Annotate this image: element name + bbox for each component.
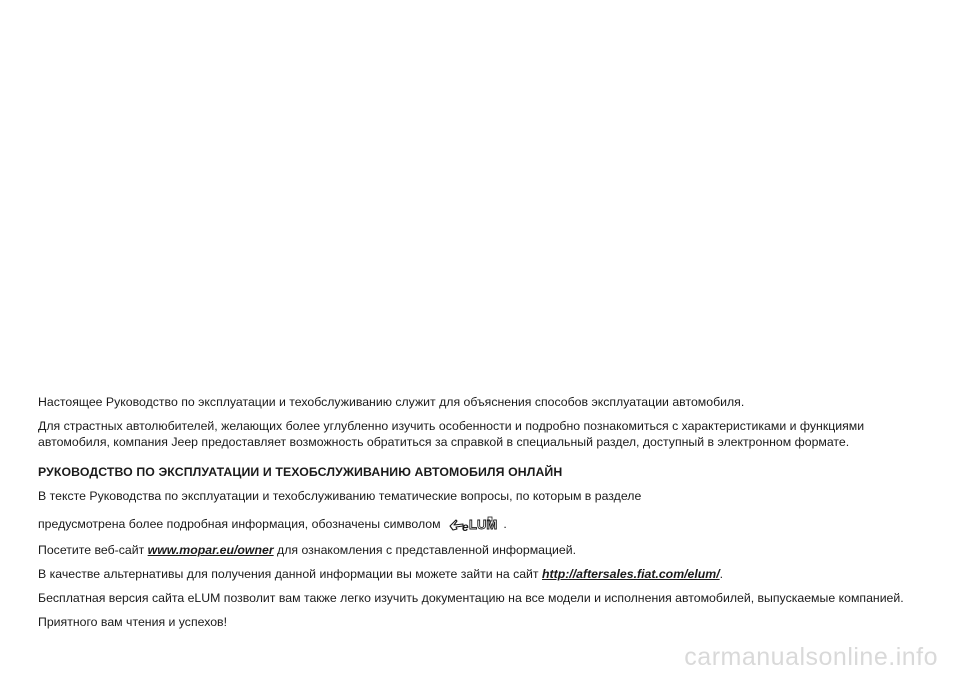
visit-paragraph	[38, 542, 918, 558]
alt-text-after: .	[719, 567, 724, 581]
svg-text:e: e	[461, 520, 469, 534]
online-paragraph-2	[38, 512, 918, 534]
elum-hand-icon	[448, 512, 498, 534]
svg-text:LUM: LUM	[468, 517, 498, 532]
watermark: carmanualsonline.info	[684, 643, 938, 671]
manual-intro-section	[38, 394, 918, 638]
free-version-paragraph: Бесплатная версия сайта eLUM позволит вам также легко изучить документацию на все модели и исполнения автомобилей, выпускаемые компанией.	[38, 591, 904, 605]
visit-text-after: для ознакомления с представленной информацией.	[277, 543, 577, 557]
aftersales-elum-link[interactable]: http://aftersales.fiat.com/elum/	[542, 567, 720, 581]
online-paragraph-1: В тексте Руководства по эксплуатации и техобслуживанию тематические вопросы, по которым в разделе	[38, 489, 642, 503]
alternative-paragraph	[38, 566, 918, 582]
intro-paragraph-1: Настоящее Руководство по эксплуатации и техобслуживанию служит для объяснения способов эксплуатации автомобиля.	[38, 395, 745, 409]
intro-paragraph-2: Для страстных автолюбителей, желающих более углубленно изучить особенности и подробно познакомиться с характеристиками и функциями автомобиля, компания Jeep предоставляет возможность обратиться за справкой в специальный раздел, доступный в электронном формате.	[38, 419, 865, 449]
alt-text-before: В качестве альтернативы для получения данной информации вы можете зайти на сайт	[38, 567, 539, 581]
online-paragraph-2-text: предусмотрена более подробная информация, обозначены символом	[38, 517, 441, 531]
mopar-owner-link[interactable]: www.mopar.eu/owner	[147, 543, 274, 557]
online-section-heading: РУКОВОДСТВО ПО ЭКСПЛУАТАЦИИ И ТЕХОБСЛУЖИВАНИЮ АВТОМОБИЛЯ ОНЛАЙН	[38, 465, 563, 479]
online-paragraph-2-end: .	[503, 517, 507, 531]
closing-paragraph: Приятного вам чтения и успехов!	[38, 615, 227, 629]
visit-text-before: Посетите веб-сайт	[38, 543, 145, 557]
